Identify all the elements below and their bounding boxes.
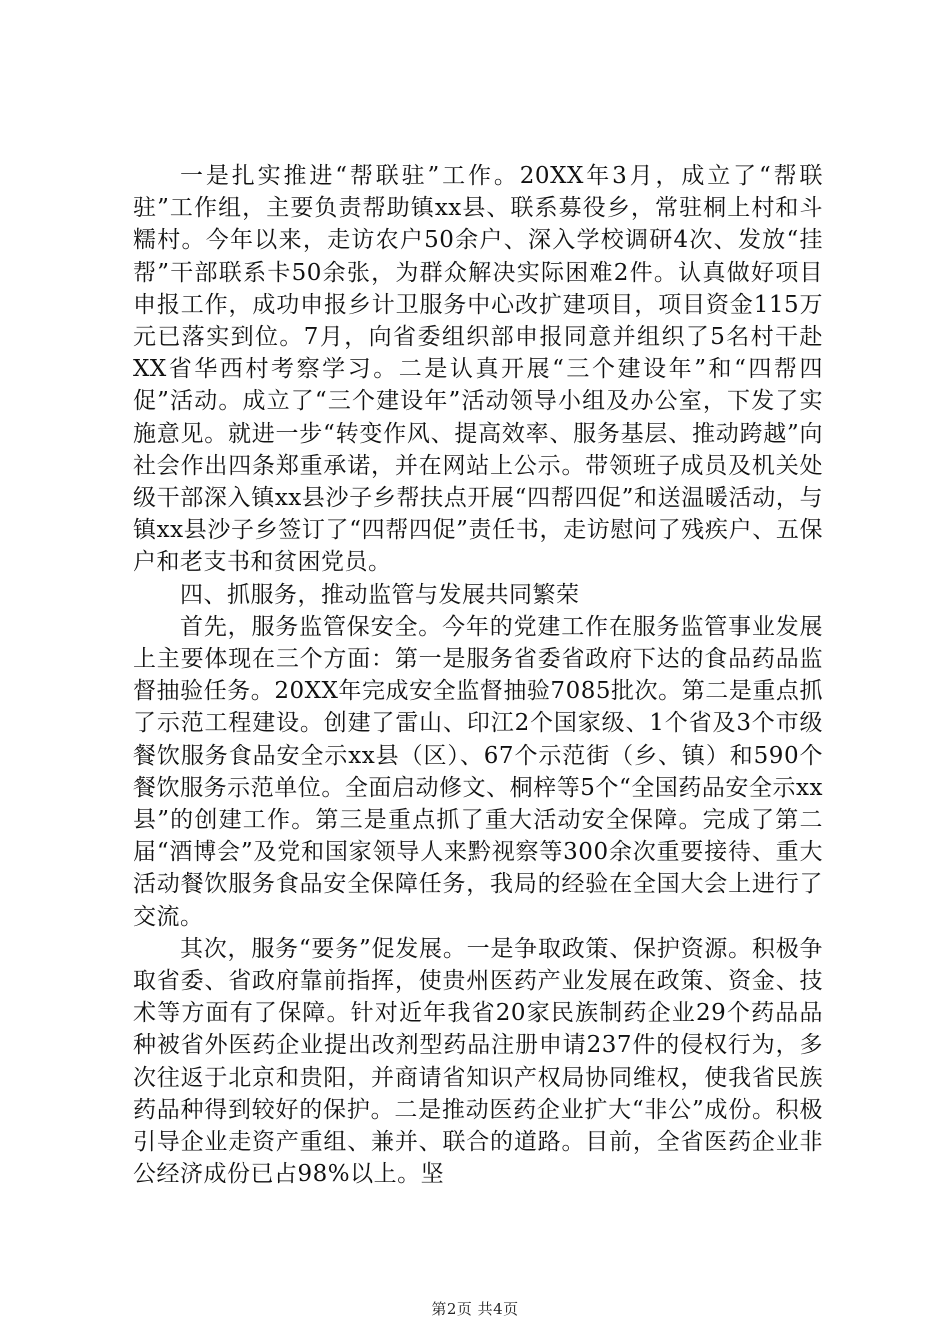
paragraph-service-development: 其次，服务“要务”促发展。一是争取政策、保护资源。积极争取省委、省政府靠前指挥，使贵州医药产业发展在政策、资金、技术等方面有了保障。针对近年我省20家民族制药企业29个药品品种被省外医药企业提出改剂型药品注册申请237件的侵权行为，多次往返于北京和贵阳，并商请省知识产权局协同维权，使我省民族药品种得到较好的保护。二是推动医药企业扩大“非公”成份。积极引导企业走资产重组、兼并、联合的道路。目前，全省医药企业非公经济成份已占98%以上。坚: [133, 935, 823, 1188]
page-number-footer: 第2页 共4页: [431, 1300, 519, 1318]
paragraph-bang-lian-zhu: 一是扎实推进“帮联驻”工作。20XX年3月，成立了“帮联驻”工作组，主要负责帮助镇xx县、联系募役乡，常驻桐上村和斗糯村。今年以来，走访农户50余户、深入学校调研4次、发放“挂帮”干部联系卡50余张，为群众解决实际困难2件。认真做好项目申报工作，成功申报乡计卫服务中心改扩建项目，项目资金115万元已落实到位。7月，向省委组织部申报同意并组织了5名村干赴XX省华西村考察学习。二是认真开展“三个建设年”和“四帮四促”活动。成立了“三个建设年”活动领导小组及办公室，下发了实施意见。就进一步“转变作风、提高效率、服务基层、推动跨越”向社会作出四条郑重承诺，并在网站上公示。带领班子成员及机关处级干部深入镇xx县沙子乡帮扶点开展“四帮四促”和送温暖活动，与镇xx县沙子乡签订了“四帮四促”责任书，走访慰问了残疾户、五保户和老支书和贫困党员。: [133, 163, 823, 576]
section-heading-service: 四、抓服务，推动监管与发展共同繁荣: [180, 581, 580, 608]
paragraph-service-supervision: 首先，服务监管保安全。今年的党建工作在服务监管事业发展上主要体现在三个方面：第一是服务省委省政府下达的食品药品监督抽验任务。20XX年完成安全监督抽验7085批次。第二是重点抓了示范工程建设。创建了雷山、印江2个国家级、1个省及3个市级餐饮服务食品安全示xx县（区）、67个示范街（乡、镇）和590个餐饮服务示范单位。全面启动修文、桐梓等5个“全国药品安全示xx县”的创建工作。第三是重点抓了重大活动安全保障。完成了第二届“酒博会”及党和国家领导人来黔视察等300余次重要接待、重大活动餐饮服务食品安全保障任务，我局的经验在全国大会上进行了交流。: [133, 613, 823, 930]
document-body: [133, 160, 823, 1191]
